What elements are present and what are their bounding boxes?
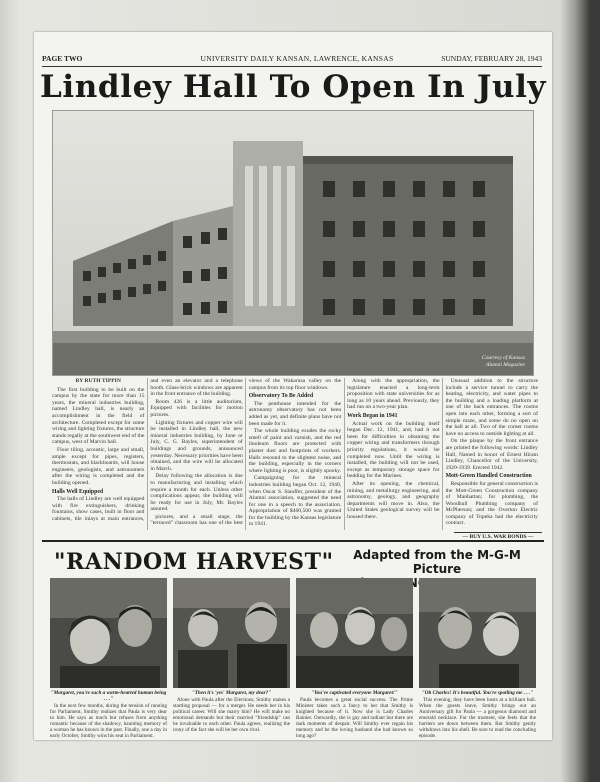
- article-paragraph: Responsible for general construction is the Mott-Green Construction company of Manhattan; for plumbing, the Woodhull Plumbing company of McPherson; and the Overton Electric company of Topeka had the electricity contract.: [445, 480, 538, 527]
- article-paragraph: pictures, and a small stage, the "terraced" classroom has one of the best views of the Wakarusa valley on the campus from its top floor windows.: [150, 378, 342, 527]
- article-paragraph: Room 426 is a little auditorium, Equipped with facilities for motion pictures.: [150, 398, 243, 418]
- article-subhead: Work Began in 1941: [347, 412, 398, 419]
- article-paragraph: Delay following the allocation is due to manufacturing and installing which require a month for each. Unless other complications appear, the building will be ready for use in July, Mr. Bayles assured.: [150, 473, 243, 513]
- film-still-1-icon: [50, 578, 167, 688]
- caption-quote: "Margaret, you're such a warm-hearted human being . . .": [50, 690, 167, 702]
- caption-4: [419, 690, 536, 738]
- article-paragraph: The whole building exudes the rocky smell of paint and varnish, and the red linoleum floors are protected with plaster dust and footprints of workers. Halls resound to the slightest noise, and the building, especially in the corners where lighting is poor, is slightly spooky.: [248, 428, 342, 474]
- serial-title: "RANDOM HARVEST": [54, 549, 334, 575]
- film-still-3-icon: [296, 578, 413, 688]
- issue-date: SUNDAY, FEBRUARY 28, 1943: [441, 54, 542, 63]
- byline: BY RUTH TIPPIN: [75, 378, 121, 384]
- serial-adapted-line: Adapted from the M-G-M Picture: [353, 548, 521, 576]
- building-photo-icon: [53, 111, 533, 375]
- article-paragraph: On the plaque by the front entrance are printed the following words: Lindley Hall, Named in honor of Ernest Hiram Lindley, Chancellor of the University, 1920-1939. Erected 1942.: [445, 438, 538, 471]
- article-subhead: Mott-Green Handled Construction: [445, 473, 532, 480]
- article-paragraph: After its opening, the chemical, mining, and metallurgy engineering, and astronomy, geology, and geography departments will move in. Also, the United States geological survey will be housed there.: [347, 480, 440, 520]
- caption-quote: "Then it's 'yes' Margaret, my dear?": [191, 690, 272, 696]
- film-still-4: [419, 578, 536, 688]
- building-photo: [52, 110, 534, 376]
- article-body: [52, 378, 538, 530]
- film-still-1: [50, 578, 167, 688]
- article-paragraph: Lighting fixtures and copper wire will be installed in Lindley hall, the new mineral industries building, by June or July, C. G. Bayles, superintendent of buildings and grounds, announced yesterday. Necessary priorities have been obtained, and the wire will be allocated in March.: [150, 419, 243, 472]
- film-still-2-icon: [173, 578, 290, 688]
- caption-body: Alone with Paula after the Elections, Smithy makes a startling proposal — for a merger. He needs her in his political career. Will she marry him? He will make no emotional demands but their married "friendship" can be invaluable to each other. Paula agrees, realizing the irony of the fact she will be her own rival.: [173, 697, 290, 733]
- masthead-line: UNIVERSITY DAILY KANSAN, LAWRENCE, KANSAS: [200, 54, 394, 63]
- serial-captions: [50, 690, 538, 738]
- article-subhead: Observatory To Be Added: [248, 393, 314, 400]
- newspaper-page: [34, 32, 552, 740]
- caption-2: [173, 690, 290, 738]
- caption-quote: "Oh Charles! It's beautiful. You're spoiling me . . .": [421, 690, 534, 696]
- film-still-2: [173, 578, 290, 688]
- headline: Lindley Hall To Open In July: [40, 69, 547, 105]
- caption-body: Paula becomes a great social success. The Prime Minister takes such a fancy to her that Smithy is knighted because of it. Now she is Lady Charles Rainier. Outwardly, she is gay and radiant but there are dark moments of despair. Will Smithy ever regain his memory and be the loving husband she had known so long ago?: [296, 697, 413, 738]
- film-still-strip: [50, 578, 538, 688]
- photo-credit: Courtesy of Kansas Alumni Magazine: [481, 355, 525, 368]
- article-paragraph: Campaigning for the mineral industries building began Oct. 12, 1940, when Oscar S. Stauffer, president of the Alumni association, suggested the need for one in a speech to the association. Appropriation of $460,500 was granted for the building by the Kansas legislature in 1941.: [248, 475, 342, 528]
- section-divider: [42, 540, 544, 542]
- caption-3: [296, 690, 413, 738]
- caption-1: [50, 690, 167, 738]
- article-paragraph: Along with the appropriation, the legislature enacted a long-term proposition with state universities for as long as 10 years ahead. Previously, they had run on a two-year plan.: [347, 378, 440, 411]
- article-subhead: Halls Well Equipped: [52, 488, 104, 495]
- article-paragraph: The penthouse intended for the astronomy observatory has not been added as yet, and definite plans have not been made for it.: [248, 400, 342, 427]
- film-still-4-icon: [419, 578, 536, 688]
- article-paragraph: The halls of Lindley are well equipped with fire extinguishers, drinking fountains, show cases, built in floor and cabinets, tile inlays at main entrances, and even an elevator and a telephone booth. Glass-brick windows are apparent in the front entrance of the building.: [52, 378, 243, 522]
- article-paragraph: Floor tiling, acoustic, large and small, ample except for pipes, registers, thermostats, and blackboards, will house engineers, geologists, and astronomers after the wiring is completed and the building opened.: [52, 446, 145, 486]
- page-number: PAGE TWO: [42, 54, 83, 63]
- caption-body: In the next few months, during the tension of running for Parliament, Smithy realizes that Paula is very dear to him. He says as much but refuses from anything romantic because of the shadowy, haunting memory of a woman he has known in the past. Finally, one a day in early October, Smithy wins his seat in Parliament.: [50, 703, 167, 738]
- film-still-3: [296, 578, 413, 688]
- article-paragraph: Unusual addition to the structure include a service tunnel to carry the heating, electricity, and water pipes to the building and a loading platform at one of the back entrances. The rooms open into each other, forming a sort of simple maze, and some do no open on the hall at all. Two of the corner rooms have no access to outside lighting at all.: [445, 378, 538, 437]
- running-head: [42, 52, 542, 67]
- war-bonds-slug: — BUY U.S. WAR BONDS —: [454, 532, 542, 540]
- caption-quote: "You've captivated everyone Margaret!": [311, 690, 398, 696]
- article-paragraph: The first building to be built on the campus by the state for more than 15 years, the mineral industries building, named Lindley hall, is nearly an accomplishment in the field of architecture. Completed except for some wiring and lighting fixtures, the structure stands regally at the southwest end of the campus, west of Marvin hall.: [52, 386, 145, 446]
- article-paragraph: Actual work on the building itself began Dec. 12, 1941, and, had it not been for difficulties in obtaining the copper wiring and transformers through priority regulations, it would be completed now. Until the wiring is installed, the building will not be used, except as temporary storage space for bedding for the Marines.: [347, 420, 440, 480]
- caption-body: This evening, they have been hosts at a brilliant ball. When the guests leave, Smithy brings out an Anniversary gift for Paula — a gorgeous diamond and emerald necklace. For the moment, she feels that the barriers are down between them. But Smithy gently withdraws into his shell. Be sure to read the concluding episode.: [419, 697, 536, 738]
